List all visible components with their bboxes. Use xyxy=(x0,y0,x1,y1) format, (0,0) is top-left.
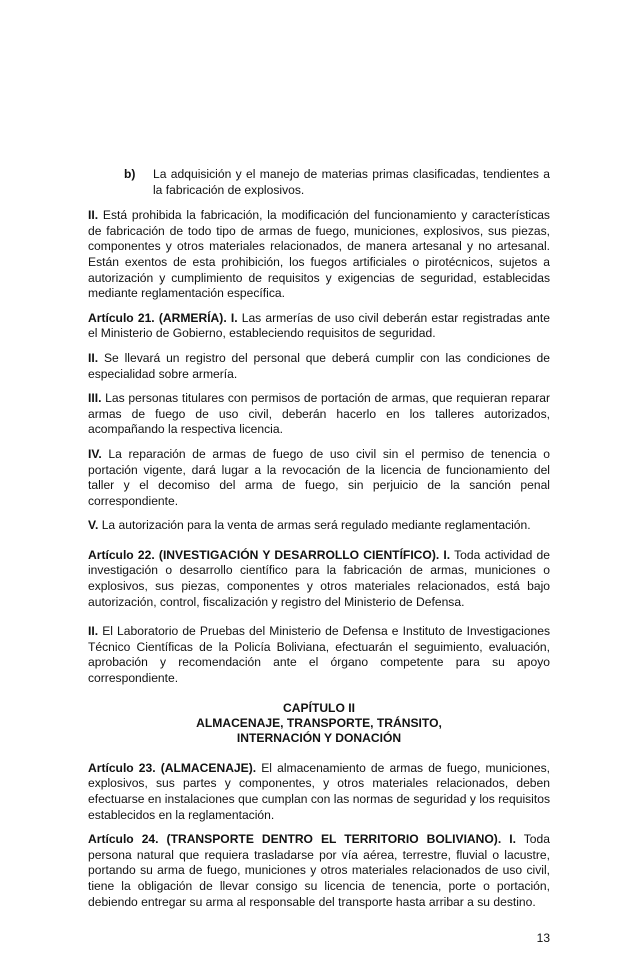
clause-text: Las personas titulares con permisos de portación de armas, que requieran reparar armas de fuego de uso civil, deberán hacerlo en los talleres autorizados, acompañando la respectiva licencia. xyxy=(88,391,550,437)
list-item-text: La adquisición y el manejo de materias primas clasificadas, tendientes a la fabricación de explosivos. xyxy=(153,167,550,197)
article-21-paragraph-iv xyxy=(88,447,550,509)
article-22-paragraph-i xyxy=(88,548,550,610)
clause-label: II. xyxy=(88,624,99,639)
article-22-paragraph-ii xyxy=(88,624,550,686)
clause-text: Se llevará un registro del personal que deberá cumplir con las condiciones de especialidad sobre armería. xyxy=(88,350,550,381)
clause-text: Toda persona natural que requiera trasladarse por vía aérea, terrestre, fluvial o lacustre, portando su arma de fuego, municiones y otros materiales relacionados de uso civil, tiene la obligación de llevar consigo su licencia de tenencia, porte o portación, debiendo entregar su arma al responsable del transporte hasta arribar a su destino. xyxy=(88,832,550,909)
article-23 xyxy=(88,761,550,823)
clause-label: V. xyxy=(88,518,99,533)
clause-text: El Laboratorio de Pruebas del Ministerio de Defensa e Instituto de Investigaciones Técnico Científicas de la Policía Boliviana, efectuarán el seguimiento, evaluación, aprobación y recomendación ante el órgano competente para su apoyo correspondiente. xyxy=(88,624,550,686)
clause-text: Está prohibida la fabricación, la modificación del funcionamiento y características de fabricación de todo tipo de armas de fuego, municiones, explosivos, sus piezas, componentes y otros materiales relacionados, de manera artesanal y no artesanal. Están exentos de esta prohibición, los fuegos artificiales o pirotécnicos, sujetos a autorización y cumplimiento de requisitos y exigencias de seguridad, establecidas mediante reglamentación específica. xyxy=(88,208,550,301)
article-24-paragraph-i xyxy=(88,832,550,910)
article-23-heading: Artículo 23. (ALMACENAJE). xyxy=(88,760,257,775)
article-22-heading: Artículo 22. (INVESTIGACIÓN Y DESARROLLO CIENTÍFICO). I. xyxy=(88,547,451,562)
clause-label: III. xyxy=(88,391,102,406)
clause-text: La reparación de armas de fuego de uso civil sin el permiso de tenencia o portación vigente, dará lugar a la revocación de la licencia de funcionamiento del taller y el decomiso del arma de fuego, sin perjuicio de la sanción penal correspondiente. xyxy=(88,446,550,508)
clause-label: IV. xyxy=(88,446,102,461)
clause-text: Las armerías de uso civil deberán estar registradas ante el Ministerio de Gobierno, estableciendo requisitos de seguridad. xyxy=(88,310,550,341)
page-number: 13 xyxy=(536,931,550,945)
paragraph-ii-prohibition xyxy=(88,208,550,302)
article-21-heading: Artículo 21. (ARMERÍA). I. xyxy=(88,310,238,325)
page-body xyxy=(88,167,550,919)
clause-text: El almacenamiento de armas de fuego, municiones, explosivos, sus partes y componentes, y otros materiales relacionados, deben efectuarse en instalaciones que cumplan con las normas de seguridad y los requisitos establecidos en la reglamentación. xyxy=(88,760,551,822)
article-21-paragraph-v xyxy=(88,518,550,534)
chapter-heading xyxy=(88,701,550,747)
clause-label: II. xyxy=(88,350,99,365)
article-24-heading: Artículo 24. (TRANSPORTE DENTRO EL TERRITORIO BOLIVIANO). I. xyxy=(88,832,516,847)
article-21-paragraph-iii xyxy=(88,391,550,438)
clause-text: La autorización para la venta de armas será regulado mediante reglamentación. xyxy=(101,518,531,533)
article-21-paragraph-ii xyxy=(88,351,550,382)
clause-label: II. xyxy=(88,208,99,223)
list-item-b xyxy=(124,167,550,198)
list-marker: b) xyxy=(124,167,136,181)
article-21-paragraph-i xyxy=(88,311,550,342)
chapter-title-line-1: ALMACENAJE, TRANSPORTE, TRÁNSITO, xyxy=(196,716,442,731)
clause-text: Toda actividad de investigación o desarrollo científico para la fabricación de armas, municiones o explosivos, sus piezas, componentes y otros materiales relacionados, está bajo autorización, control, fiscalización y registro del Ministerio de Defensa. xyxy=(88,547,550,609)
chapter-number: CAPÍTULO II xyxy=(283,700,355,715)
chapter-title-line-2: INTERNACIÓN Y DONACIÓN xyxy=(236,731,402,746)
